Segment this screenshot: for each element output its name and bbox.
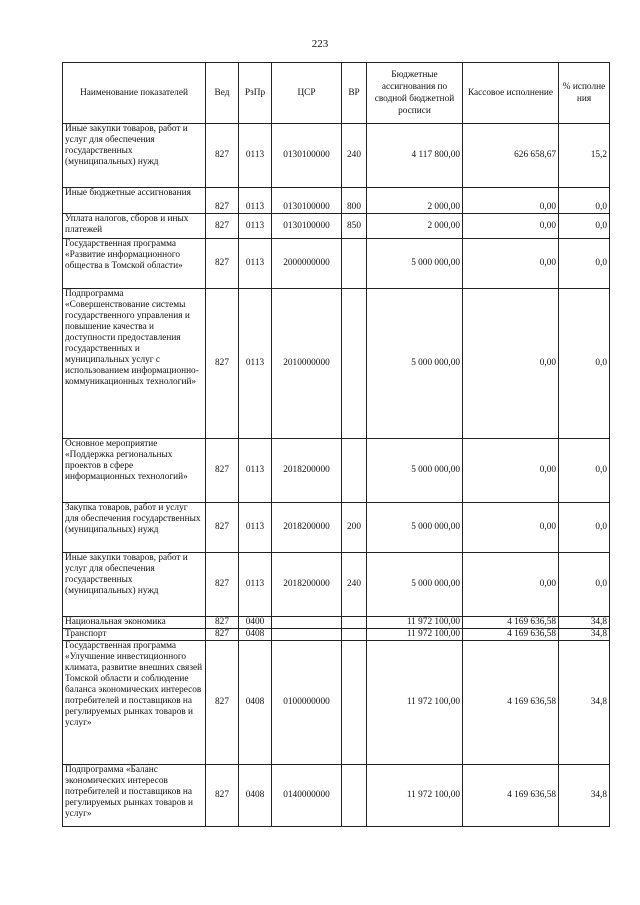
row-ved: 827: [206, 503, 239, 553]
row-vr: 200: [342, 503, 367, 553]
row-rzpr: 0408: [239, 641, 272, 765]
row-ved: 827: [206, 188, 239, 214]
row-name: Иные бюджетные ассигнования: [63, 188, 206, 214]
row-budget: 5 000 000,00: [367, 239, 463, 289]
row-name: Подпрограмма «Совершенствование системы государственного управления и повышение качества и доступности предоставления государственных и муниципальных услуг с использованием информационно-коммуникационных технологий»: [63, 289, 206, 439]
row-csr: [272, 629, 342, 641]
row-rzpr: 0113: [239, 188, 272, 214]
row-rzpr: 0408: [239, 629, 272, 641]
row-rzpr: 0113: [239, 214, 272, 239]
row-name: Национальная экономика: [63, 617, 206, 629]
row-csr: 2018200000: [272, 439, 342, 503]
header-ved: Вед: [206, 63, 239, 124]
table-row: [63, 629, 610, 641]
row-vr: 240: [342, 553, 367, 617]
row-vr: [342, 617, 367, 629]
row-cash: 0,00: [463, 239, 559, 289]
row-rzpr: 0113: [239, 124, 272, 188]
row-budget: 5 000 000,00: [367, 553, 463, 617]
budget-execution-table: [62, 62, 610, 827]
row-vr: [342, 629, 367, 641]
row-name: Уплата налогов, сборов и иных платежей: [63, 214, 206, 239]
header-cash: Кассовое исполнение: [463, 63, 559, 124]
table-row: [63, 239, 610, 289]
row-vr: [342, 765, 367, 827]
table-row: [63, 503, 610, 553]
row-cash: 4 169 636,58: [463, 617, 559, 629]
row-budget: 5 000 000,00: [367, 439, 463, 503]
row-name: Иные закупки товаров, работ и услуг для обеспечения государственных (муниципальных) нужд: [63, 124, 206, 188]
row-vr: 800: [342, 188, 367, 214]
row-cash: 626 658,67: [463, 124, 559, 188]
row-budget: 2 000,00: [367, 188, 463, 214]
header-csr: ЦСР: [272, 63, 342, 124]
table-row: [63, 765, 610, 827]
table-header-row: [63, 63, 610, 124]
row-name: Транспорт: [63, 629, 206, 641]
row-cash: 4 169 636,58: [463, 629, 559, 641]
row-budget: 4 117 800,00: [367, 124, 463, 188]
row-cash: 0,00: [463, 503, 559, 553]
row-csr: 2000000000: [272, 239, 342, 289]
row-ved: 827: [206, 629, 239, 641]
row-ved: 827: [206, 765, 239, 827]
row-ved: 827: [206, 124, 239, 188]
table-row: [63, 641, 610, 765]
row-budget: 5 000 000,00: [367, 289, 463, 439]
row-csr: 0140000000: [272, 765, 342, 827]
row-rzpr: 0113: [239, 289, 272, 439]
row-percent: 0,0: [559, 239, 610, 289]
row-percent: 0,0: [559, 188, 610, 214]
row-rzpr: 0113: [239, 239, 272, 289]
row-name: Иные закупки товаров, работ и услуг для обеспечения государственных (муниципальных) нужд: [63, 553, 206, 617]
row-name: Государственная программа «Развитие информационного общества в Томской области»: [63, 239, 206, 289]
row-ved: 827: [206, 641, 239, 765]
row-rzpr: 0408: [239, 765, 272, 827]
row-ved: 827: [206, 617, 239, 629]
row-ved: 827: [206, 214, 239, 239]
row-percent: 0,0: [559, 503, 610, 553]
row-cash: 4 169 636,58: [463, 641, 559, 765]
row-csr: 0100000000: [272, 641, 342, 765]
row-budget: 11 972 100,00: [367, 617, 463, 629]
row-budget: 11 972 100,00: [367, 629, 463, 641]
row-percent: 0,0: [559, 553, 610, 617]
row-rzpr: 0113: [239, 503, 272, 553]
header-budget: Бюджетные ассигнования по сводной бюджетной росписи: [367, 63, 463, 124]
row-percent: 0,0: [559, 439, 610, 503]
row-csr: 0130100000: [272, 214, 342, 239]
row-percent: 34,8: [559, 641, 610, 765]
row-vr: [342, 439, 367, 503]
row-cash: 0,00: [463, 214, 559, 239]
row-csr: 2010000000: [272, 289, 342, 439]
table-row: [63, 289, 610, 439]
header-name: Наименование показателей: [63, 63, 206, 124]
row-csr: 2018200000: [272, 553, 342, 617]
row-vr: 240: [342, 124, 367, 188]
row-budget: 11 972 100,00: [367, 765, 463, 827]
row-vr: [342, 289, 367, 439]
row-percent: 34,8: [559, 617, 610, 629]
table-row: [63, 553, 610, 617]
row-ved: 827: [206, 289, 239, 439]
row-name: Основное мероприятие «Поддержка региональных проектов в сфере информационных технологий»: [63, 439, 206, 503]
table-row: [63, 124, 610, 188]
table-row: [63, 188, 610, 214]
row-vr: [342, 641, 367, 765]
table-row: [63, 439, 610, 503]
row-ved: 827: [206, 553, 239, 617]
row-cash: 0,00: [463, 439, 559, 503]
row-percent: 0,0: [559, 214, 610, 239]
row-percent: 15,2: [559, 124, 610, 188]
header-vr: ВР: [342, 63, 367, 124]
header-rzpr: РзПр: [239, 63, 272, 124]
row-cash: 0,00: [463, 289, 559, 439]
row-percent: 34,8: [559, 629, 610, 641]
row-name: Подпрограмма «Баланс экономических интересов потребителей и поставщиков на регулируемых рынках товаров и услуг»: [63, 765, 206, 827]
table-row: [63, 214, 610, 239]
row-name: Закупка товаров, работ и услуг для обеспечения государственных (муниципальных) нужд: [63, 503, 206, 553]
row-csr: [272, 617, 342, 629]
row-ved: 827: [206, 439, 239, 503]
row-budget: 5 000 000,00: [367, 503, 463, 553]
row-name: Государственная программа «Улучшение инвестиционного климата, развитие внешних связей Томской области и соблюдение баланса экономических интересов потребителей и поставщиков на регулируемых рынках товаров и услуг»: [63, 641, 206, 765]
row-percent: 0,0: [559, 289, 610, 439]
row-percent: 34,8: [559, 765, 610, 827]
row-rzpr: 0113: [239, 439, 272, 503]
row-cash: 4 169 636,58: [463, 765, 559, 827]
row-budget: 11 972 100,00: [367, 641, 463, 765]
table-row: [63, 617, 610, 629]
row-csr: 2018200000: [272, 503, 342, 553]
row-csr: 0130100000: [272, 188, 342, 214]
row-cash: 0,00: [463, 188, 559, 214]
row-vr: 850: [342, 214, 367, 239]
row-rzpr: 0113: [239, 553, 272, 617]
header-percent: % исполне ния: [559, 63, 610, 124]
row-cash: 0,00: [463, 553, 559, 617]
row-rzpr: 0400: [239, 617, 272, 629]
page-number: 223: [311, 38, 329, 50]
row-budget: 2 000,00: [367, 214, 463, 239]
row-vr: [342, 239, 367, 289]
row-ved: 827: [206, 239, 239, 289]
row-csr: 0130100000: [272, 124, 342, 188]
